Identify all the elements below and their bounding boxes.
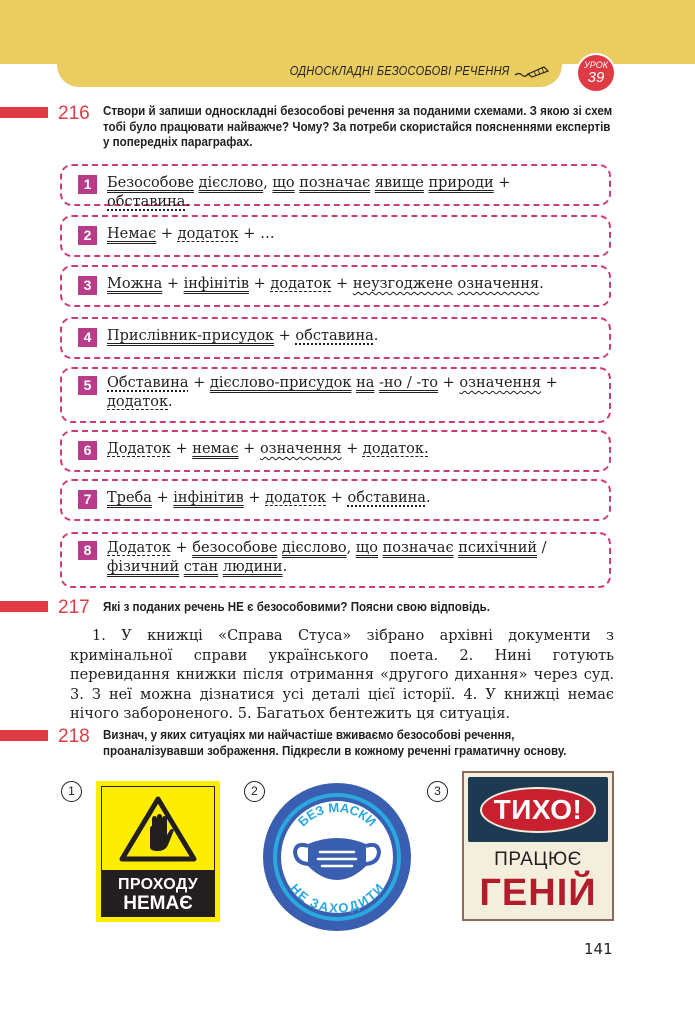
sign-header [468,777,608,842]
no-passage-sign [96,781,220,922]
scheme-number: 7 [78,490,97,509]
connector: + [331,276,353,292]
exercise-task: Які з поданих речень НЕ є безособовими? Поясни свою відповідь. [103,600,490,614]
connector: . [185,194,190,210]
scheme-box-1 [60,164,611,210]
lesson-label: УРОК [583,60,609,70]
sentence-part: стан [183,559,219,575]
exercise-task: Визнач, у яких ситуаціях ми найчастіше вживаємо безособові речення, проаналізувавши зображення. Підкресли в кожному реченні граматичну основу. [103,728,567,758]
sentence-part: дієслово-присудок [209,375,352,391]
scheme-number: 5 [78,376,97,395]
connector: + … [238,226,275,242]
sentence-part: позначає [382,540,454,556]
connector: + [156,226,178,242]
sentence-part: неузгоджене [352,276,453,292]
scheme-number: 4 [78,328,97,347]
sentence-part: немає [192,441,239,457]
scheme-formula [107,174,589,212]
connector: + [151,490,174,506]
connector: + [162,276,184,292]
sentence-part: Безособове [107,175,194,191]
sign-caption: ПРОХОДУ НЕМАЄ [101,870,215,917]
image-number: 2 [244,781,265,802]
exercise-number: 216 [58,103,90,124]
scheme-box-8 [60,532,611,588]
scheme-formula [107,374,589,412]
scheme-formula [107,440,589,459]
quiet-genius-sign [462,771,614,921]
sentence-part: -но / -то [378,375,439,391]
connector: + [188,375,210,391]
sentence-part: фізичний [107,559,180,575]
sentence-part: додаток [270,276,332,292]
connector: + [170,540,193,556]
topic-title-tab [57,55,562,87]
exercise-marker-bar [0,601,48,612]
connector: + [493,175,516,191]
scheme-number: 1 [78,175,97,194]
exercise-number: 218 [58,726,90,747]
image-number: 3 [427,781,448,802]
scheme-number: 3 [78,276,97,295]
connector: + [438,375,460,391]
connector: , [263,175,273,191]
sentence-part: додаток [177,226,239,242]
sentence-part: обставина [295,328,374,344]
connector: + [243,490,266,506]
sentence-part: означення [459,375,542,391]
scheme-formula [107,489,589,508]
connector: + [326,490,348,506]
connector: + [341,441,363,457]
sentence-part: інфінітів [183,276,250,292]
image-number: 1 [61,781,82,802]
sentence-part: Можна [107,276,163,292]
scheme-box-6 [60,430,611,472]
exercise-number: 217 [58,597,90,618]
connector: . [425,490,431,506]
sentence-part: означення [259,441,342,457]
exercise-marker-bar [0,107,48,118]
sentence-part: позначає [299,175,371,191]
sentence-part: безособове [192,540,278,556]
sentence-part: обставина [107,194,186,210]
sentence-part: природи [428,175,494,191]
sign-bottom-text: НЕ ЗАХОДИТИ [287,880,387,916]
topic-title: ОДНОСКЛАДНІ БЕЗОСОБОВІ РЕЧЕННЯ [290,63,510,78]
sentence-part: інфінітив [173,490,244,506]
sentence-part: на [356,375,375,391]
connector: + [274,328,296,344]
sentence-part: дієслово [281,540,347,556]
connector: + [541,375,563,391]
sentence-part: додаток. [362,441,429,457]
warning-hand-icon [118,795,198,863]
sentence-part: Додаток [107,441,171,457]
exercise-text: 1. У книжці «Справа Стуса» зібрано архівні документи з кримінальної справи українського поета. 2. Нині готують перевидання книжки після отримання «другого дихання» через суд. 3. З неї можна дізнатися усі деталі цієї історії. 4. У книжці немає нічого забороненого. 5. Багатьох бентежить ця ситуація. [70,628,614,722]
mask-required-sign [262,782,412,932]
sign-top-text: БЕЗ МАСКИ [294,799,380,830]
exercise-marker-bar [0,730,48,741]
sign-subtitle: ПРАЦЮЄ [494,849,582,870]
sign-caption: ГЕНІЙ [479,872,597,914]
scheme-number: 6 [78,441,97,460]
scheme-box-4 [60,317,611,359]
exercise-task: Створи й запиши односкладні безособові речення за поданими схемами. З якою зі схем тобі було працювати найважче? Чому? За потреби скористайся поясненнями експертів у попередніх параграфах. [103,104,613,149]
connector: . [373,328,379,344]
scheme-box-3 [60,265,611,307]
connector: + [238,441,260,457]
sentence-part: Прислівник-присудок [107,328,274,344]
lesson-number: 39 [587,69,605,86]
scheme-box-7 [60,479,611,521]
connector: + [170,441,193,457]
sentence-part: додаток [107,394,169,410]
scheme-number: 2 [78,226,97,245]
sentence-part: що [355,540,378,556]
connector: + [249,276,271,292]
connector: . [539,276,544,292]
pencil-icon [514,65,550,79]
sentence-part: Додаток [107,540,171,556]
scheme-formula [107,225,589,244]
connector: . [168,394,173,410]
sentence-part: обставина [347,490,426,506]
sentence-part: Немає [107,226,157,242]
connector: . [282,559,288,575]
scheme-box-2 [60,215,611,257]
sentence-part: Обставина [107,375,189,391]
sentence-part: людини [222,559,283,575]
lesson-badge [576,53,616,93]
sentence-part: Треба [107,490,152,506]
scheme-box-5 [60,367,611,423]
scheme-formula [107,275,589,294]
sentence-part: дієслово [198,175,264,191]
scheme-formula [107,539,589,577]
page-number: 141 [584,940,613,958]
connector: / [537,540,552,556]
sentence-part: що [272,175,295,191]
sentence-part: психічний [458,540,538,556]
sentence-part: явище [374,175,424,191]
sentence-part: додаток [265,490,327,506]
sign-title: ТИХО! [480,787,596,833]
scheme-formula [107,327,589,346]
sentence-part: означення [457,276,540,292]
connector: , [346,540,356,556]
scheme-number: 8 [78,541,97,560]
